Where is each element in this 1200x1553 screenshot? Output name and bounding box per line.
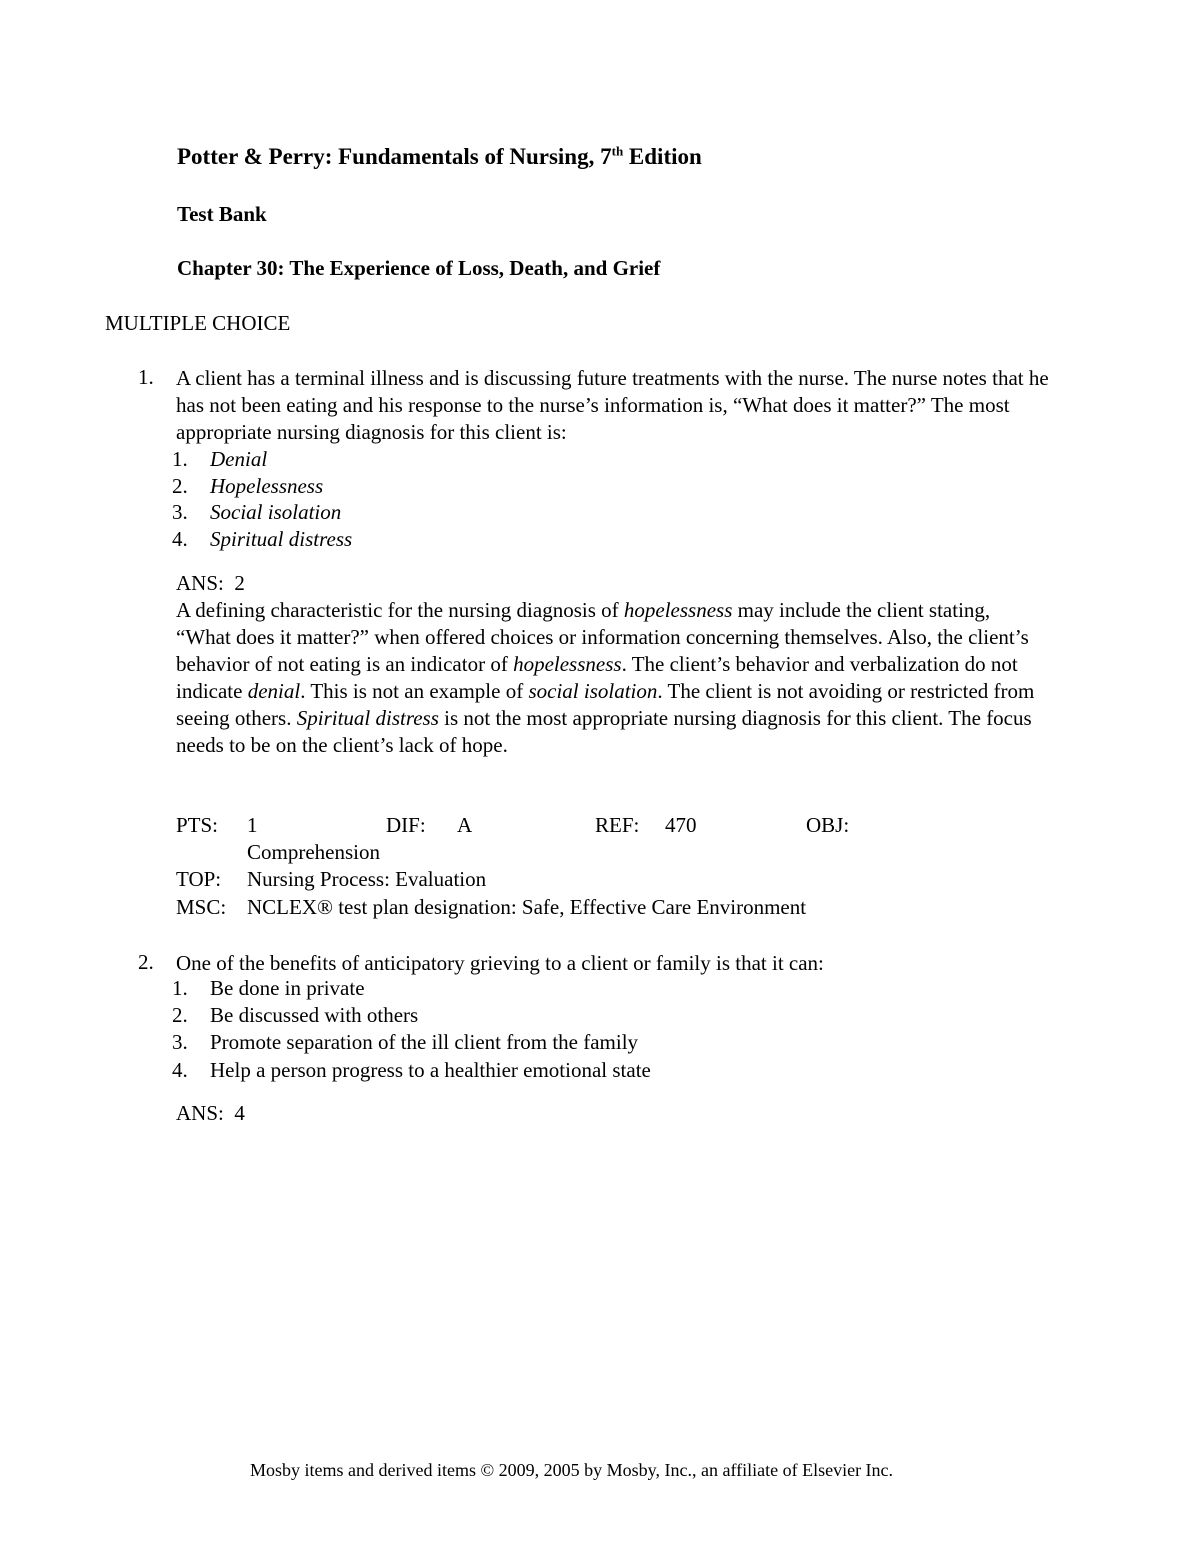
ref-label: REF: (595, 813, 640, 837)
option-number: 4. (172, 1058, 188, 1082)
option-text: Social isolation (210, 500, 342, 524)
option-number: 2. (172, 474, 188, 498)
title-superscript: th (611, 143, 624, 159)
msc-label: MSC: (176, 895, 227, 919)
ref-value: 470 (665, 813, 697, 837)
option-number: 3. (172, 1030, 188, 1054)
top-label: TOP: (176, 867, 222, 891)
answer-value: 4 (234, 1101, 245, 1125)
rationale-emphasis: hopelessness (623, 598, 733, 622)
pts-value: 1 (247, 813, 258, 837)
option-text: Denial (210, 447, 268, 471)
answer-line (176, 1101, 245, 1126)
rationale-emphasis: Spiritual distress (296, 706, 439, 730)
dif-label: DIF: (386, 813, 426, 837)
question-number: 1. (138, 365, 154, 389)
question-number: 2. (138, 950, 154, 974)
option-number: 1. (172, 447, 188, 471)
question-stem: One of the benefits of anticipatory grieving to a client or family is that it can: (176, 951, 824, 975)
document-subtitle: Test Bank (177, 202, 267, 226)
option-text: Spiritual distress (210, 527, 353, 551)
answer-label: ANS: (176, 1101, 224, 1125)
obj-value: Comprehension (247, 840, 380, 864)
option-text: Hopelessness (210, 474, 324, 498)
option-number: 1. (172, 976, 188, 1000)
top-value: Nursing Process: Evaluation (247, 867, 487, 891)
answer-line (176, 571, 245, 596)
obj-label: OBJ: (806, 813, 850, 837)
chapter-heading: Chapter 30: The Experience of Loss, Death, and Grief (177, 256, 661, 280)
option-text: Promote separation of the ill client from the family (210, 1030, 639, 1054)
answer-label: ANS: (176, 571, 224, 595)
option-number: 4. (172, 527, 188, 551)
title-end: Edition (623, 144, 702, 169)
dif-value: A (457, 813, 473, 837)
document-title (177, 144, 702, 170)
rationale-text: is not the most appropriate nursing diagnosis for this client. The focus needs to be on the client’s lack of hope. (176, 706, 1032, 757)
answer-value: 2 (234, 571, 245, 595)
option-number: 3. (172, 500, 188, 524)
rationale-emphasis: social isolation (528, 679, 658, 703)
msc-value: NCLEX® test plan designation: Safe, Effective Care Environment (247, 895, 807, 919)
title-main: Potter & Perry: Fundamentals of Nursing, 7 (177, 144, 612, 169)
rationale-emphasis: hopelessness (513, 652, 622, 676)
option-text: Be done in private (210, 976, 365, 1000)
answer-rationale (176, 597, 1036, 759)
rationale-text: . This is not an example of (300, 679, 529, 703)
rationale-emphasis: denial (247, 679, 301, 703)
pts-label: PTS: (176, 813, 219, 837)
rationale-text: . The client’s behavior and verbalization do not indicate (176, 652, 1018, 703)
section-heading: MULTIPLE CHOICE (105, 311, 291, 335)
option-text: Help a person progress to a healthier emotional state (210, 1058, 651, 1082)
copyright-footer: Mosby items and derived items © 2009, 2005 by Mosby, Inc., an affiliate of Elsevier Inc. (250, 1460, 894, 1480)
rationale-text: may include the client stating, “What does it matter?” when offered choices or information concerning themselves. Also, the client’s behavior of not eating is an indicator of (176, 598, 1029, 676)
option-number: 2. (172, 1003, 188, 1027)
rationale-text: . The client is not avoiding or restricted from seeing others. (176, 679, 1035, 730)
option-text: Be discussed with others (210, 1003, 419, 1027)
rationale-text: A defining characteristic for the nursing diagnosis of (176, 598, 624, 622)
question-stem: A client has a terminal illness and is discussing future treatments with the nurse. The nurse notes that he has not been eating and his response to the nurse’s information is, “What does it matter?” The most appropriate nursing diagnosis for this client is: (176, 366, 1049, 444)
